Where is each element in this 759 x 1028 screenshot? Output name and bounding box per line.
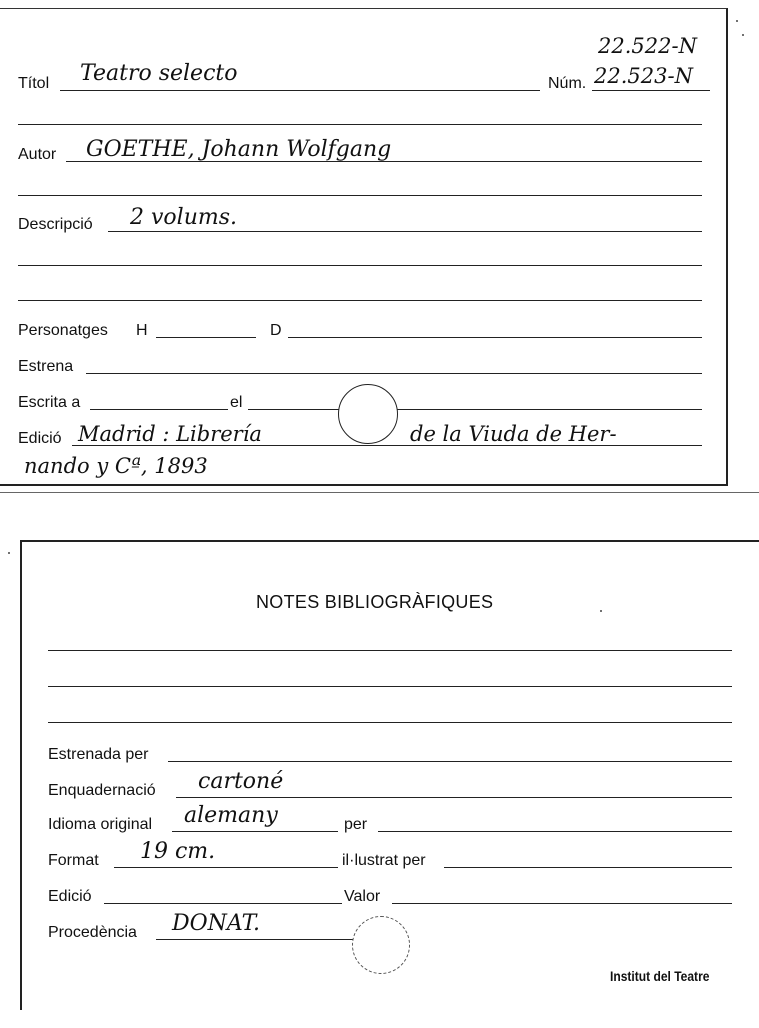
blank-line xyxy=(18,195,702,196)
edicio-value-part2: de la Viuda de Her- xyxy=(410,422,617,446)
edicio-value-line2: nando y Cª, 1893 xyxy=(24,454,208,478)
descripcio-value: 2 volums. xyxy=(130,205,238,230)
format-value: 19 cm. xyxy=(140,839,216,864)
personatges-label: Personatges xyxy=(18,322,108,339)
illustrat-line xyxy=(444,867,732,868)
titol-line xyxy=(60,90,540,91)
blank-line xyxy=(18,265,702,266)
estrenada-line xyxy=(168,761,732,762)
h-line xyxy=(156,337,256,338)
estrena-line xyxy=(86,373,702,374)
paper-speck xyxy=(736,20,738,22)
estrenada-label: Estrenada per xyxy=(48,746,149,763)
num-label: Núm. xyxy=(548,75,587,92)
paper-speck xyxy=(742,34,744,36)
procedencia-label: Procedència xyxy=(48,924,137,941)
escrita-label: Escrita a xyxy=(18,394,81,411)
format-label: Format xyxy=(48,852,99,869)
per-label: per xyxy=(344,816,368,833)
blank-line xyxy=(48,722,732,723)
punch-hole xyxy=(338,384,398,444)
edicio-value-part1: Madrid : Librería xyxy=(78,422,262,446)
valor-line xyxy=(392,903,732,904)
h-label: H xyxy=(136,322,148,339)
el-line xyxy=(248,409,702,410)
enquadernacio-value: cartoné xyxy=(198,769,284,794)
blank-line xyxy=(18,124,702,125)
notes-title: NOTES BIBLIOGRÀFIQUES xyxy=(256,592,494,612)
blank-line xyxy=(18,300,702,301)
procedencia-value: DONAT. xyxy=(172,911,261,936)
back-edicio-line xyxy=(104,903,342,904)
idioma-value: alemany xyxy=(184,803,278,828)
autor-label: Autor xyxy=(18,146,57,163)
paper-speck xyxy=(600,610,602,612)
estrena-label: Estrena xyxy=(18,358,74,375)
idioma-line xyxy=(172,831,338,832)
escrita-line xyxy=(90,409,228,410)
valor-label: Valor xyxy=(344,888,381,905)
punch-hole xyxy=(352,916,410,974)
el-label: el xyxy=(230,394,243,411)
card-divider xyxy=(0,492,759,493)
idioma-label: Idioma original xyxy=(48,816,153,833)
back-edicio-label: Edició xyxy=(48,888,92,905)
illustrat-label: il·lustrat per xyxy=(342,852,426,869)
enquadernacio-line xyxy=(176,797,732,798)
descripcio-label: Descripció xyxy=(18,216,93,233)
procedencia-line xyxy=(156,939,356,940)
per-line xyxy=(378,831,732,832)
d-label: D xyxy=(270,322,282,339)
d-line xyxy=(288,337,702,338)
descripcio-line xyxy=(108,231,702,232)
institution-footer: Institut del Teatre xyxy=(610,968,710,984)
titol-value: Teatro selecto xyxy=(80,61,238,86)
num-value-1: 22.522-N xyxy=(598,34,697,58)
blank-line xyxy=(48,686,732,687)
blank-line xyxy=(48,650,732,651)
paper-speck xyxy=(8,552,10,554)
enquadernacio-label: Enquadernació xyxy=(48,782,156,799)
edicio-label: Edició xyxy=(18,430,62,447)
num-value-2: 22.523-N xyxy=(594,64,693,88)
titol-label: Títol xyxy=(18,75,50,92)
autor-value: GOETHE, Johann Wolfgang xyxy=(86,137,392,162)
format-line xyxy=(114,867,338,868)
num-line xyxy=(592,90,710,91)
